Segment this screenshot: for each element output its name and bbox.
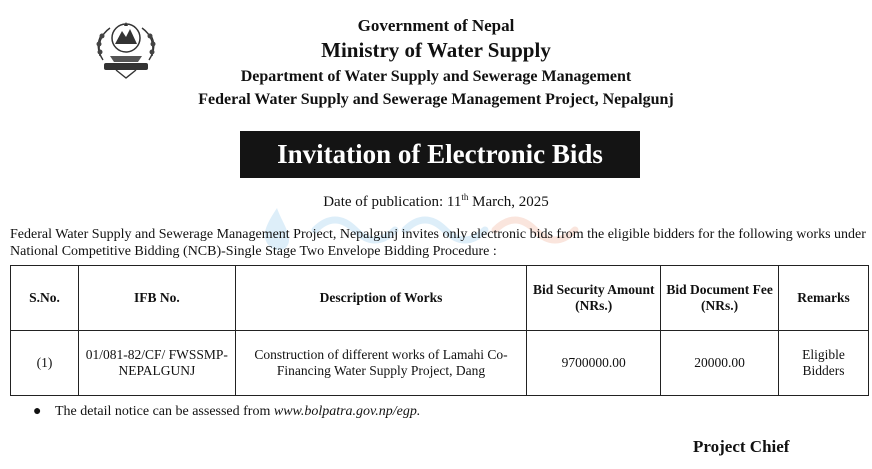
notice-title: Invitation of Electronic Bids [277,139,603,169]
table-header-row [11,266,869,331]
publication-date-rest: March, 2025 [468,194,549,210]
cell-description: Construction of different works of Lamahi Co-Financing Water Supply Project, Dang [235,331,527,396]
note-text: The detail notice can be assessed from [55,404,274,419]
bid-table [10,265,869,396]
cell-bid-security: 9700000.00 [527,331,661,396]
cell-sno: (1) [11,331,79,396]
publication-date [0,192,872,211]
publication-date-label: Date of publication: 11 [323,194,462,210]
intro-paragraph: Federal Water Supply and Sewerage Management Project, Nepalgunj invites only electronic bids from the eligible bidders for the following works under National Competitive Bidding (NCB)-Single Stage Two Envelope Bidding Procedure : [10,227,866,259]
column-header-sno: S.No. [11,266,79,331]
detail-notice-note [33,404,420,420]
column-header-bid-security: Bid Security Amount (NRs.) [527,266,661,331]
bullet-icon: ● [33,404,42,419]
notice-title-banner [240,131,640,178]
header-ministry: Ministry of Water Supply [321,38,551,62]
publication-date-suffix: th [461,192,469,202]
cell-ifb: 01/081-82/CF/ FWSSMP-NEPALGUNJ [78,331,235,396]
egp-link[interactable]: www.bolpatra.gov.np/egp. [273,404,421,419]
column-header-ifb: IFB No. [78,266,235,331]
column-header-remarks: Remarks [779,266,869,331]
signatory-title: Project Chief [693,437,790,456]
header-project: Federal Water Supply and Sewerage Management Project, Nepalgunj [198,91,674,108]
header-department: Department of Water Supply and Sewerage Management [240,68,632,85]
header-government: Government of Nepal [357,16,515,35]
column-header-description: Description of Works [235,266,527,331]
cell-remarks: Eligible Bidders [779,331,869,396]
table-row [11,331,869,396]
cell-document-fee: 20000.00 [661,331,779,396]
column-header-document-fee: Bid Document Fee (NRs.) [661,266,779,331]
